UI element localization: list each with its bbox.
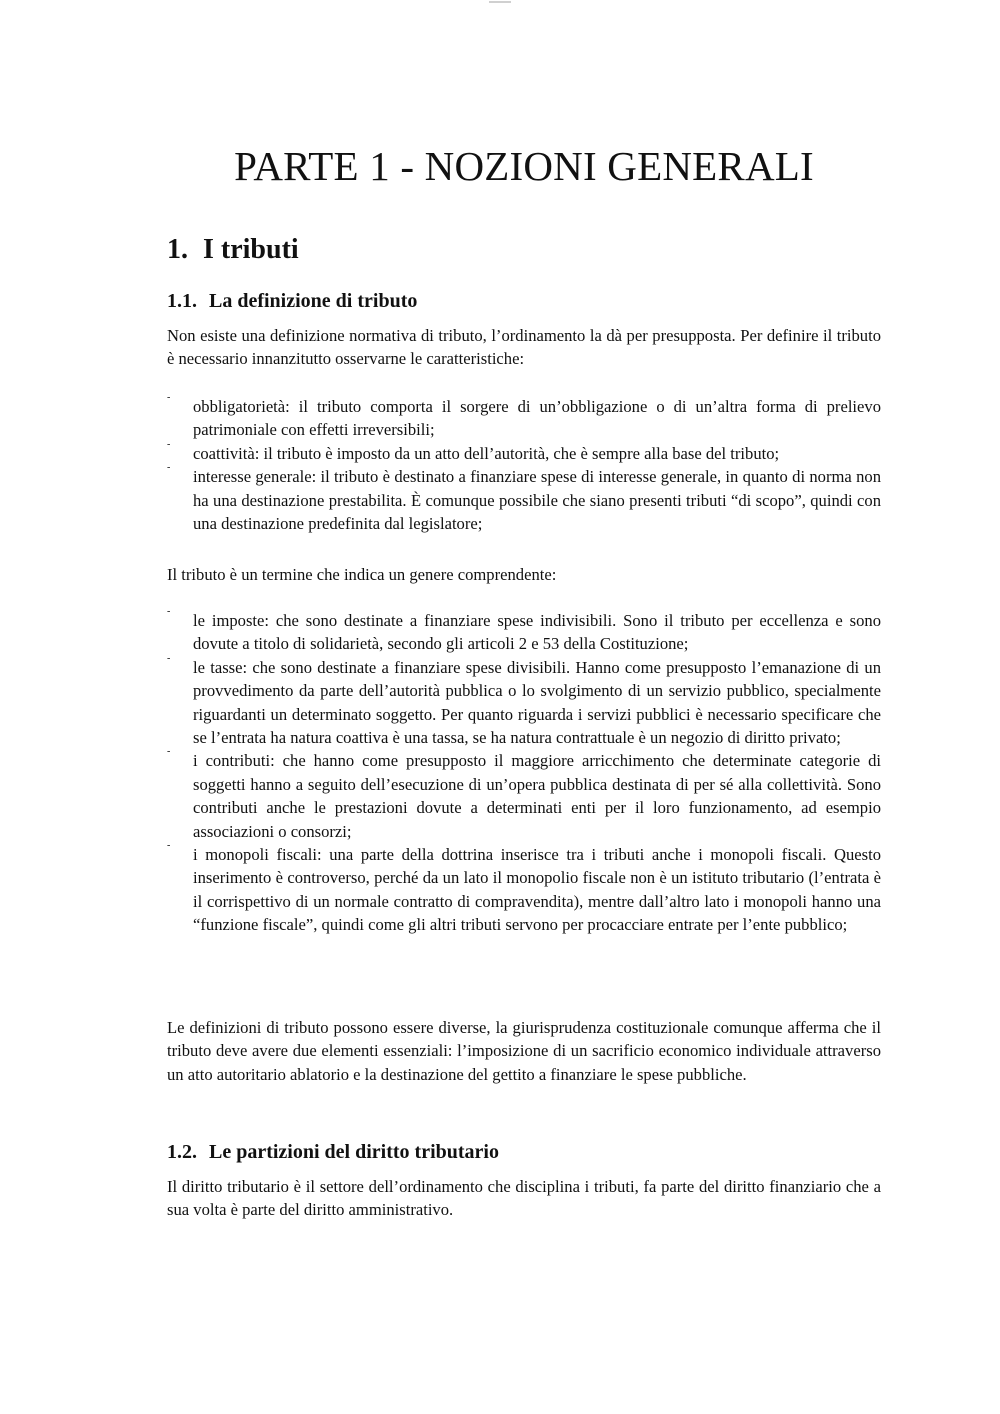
closing-paragraph: Le definizioni di tributo possono essere diverse, la giurisprudenza costituzionale comunque afferma che il tributo deve avere due elementi essenziali: l’imposizione di un sacrificio economico individuale attraverso un atto autoritario ablatorio e la destinazione del gettito a finanziare le spese pubbliche. <box>167 1018 881 1084</box>
kinds-list <box>167 606 881 937</box>
list-item: - le imposte: che sono destinate a finanziare spese indivisibili. Sono il tributo per eccellenza e sono dovute a titolo di solidarietà, secondo gli articoli 2 e 53 della Costituzione; <box>167 606 881 654</box>
bullet-icon: - <box>167 462 171 474</box>
list-item: - obbligatorietà: il tributo comporta il sorgere di un’obbligazione o di un’altra forma di prelievo patrimoniale con effetti irreversibili; <box>167 392 881 440</box>
bullet-icon: - <box>167 392 171 403</box>
list-item: - i monopoli fiscali: una parte della dottrina inserisce tra i tributi anche i monopoli fiscali. Questo inserimento è controverso, perché da un lato il monopolio fiscale non è un istituto tributario (l’entrata è il corrispettivo di un normale contratto di compravendita), mentre dall’altro lato i monopoli hanno una “funzione fiscale”, quindi come gli altri tributi servono per procacciare entrate per l’ente pubblico; <box>167 840 881 935</box>
list-item: - interesse generale: il tributo è destinato a finanziare spese di interesse generale, in quanto di norma non ha una destinazione prestabilita. È comunque possibile che siano presenti tributi “di scopo”, quindi con una destinazione predefinita dal legislatore; <box>167 462 881 534</box>
list-item: - i contributi: che hanno come presupposto il maggiore arricchimento che determinate categorie di soggetti hanno a seguito dell’esecuzione di un’opera pubblica destinata di per sé alla collettività. Sono contributi anche le prestazioni dovute a determinati enti per il loro funzionamento, ad esempio associazioni o consorzi; <box>167 746 881 841</box>
chapter-heading <box>167 232 299 268</box>
bullet-icon: - <box>167 438 171 450</box>
bullet-icon: - <box>167 746 171 758</box>
section-title: Le partizioni del diritto tributario <box>209 1141 499 1163</box>
section-heading-1-1 <box>167 288 417 314</box>
section-number: 1.2. <box>167 1141 197 1163</box>
section-number: 1.1. <box>167 290 197 312</box>
intro-paragraph: Non esiste una definizione normativa di tributo, l’ordinamento la dà per presupposta. Per definire il tributo è necessario innanzitutto osservarne le caratteristiche: <box>167 326 881 369</box>
list-item: - coattività: il tributo è imposto da un atto dell’autorità, che è sempre alla base del tributo; <box>167 438 780 463</box>
genus-paragraph: Il tributo è un termine che indica un genere comprendente: <box>167 565 557 584</box>
section-title: La definizione di tributo <box>209 290 418 312</box>
chapter-title: I tributi <box>203 234 299 265</box>
bullet-icon: - <box>167 652 171 664</box>
list-item: - le tasse: che sono destinate a finanziare spese divisibili. Hanno come presupposto l’emanazione di un provvedimento da parte dell’autorità pubblica o lo svolgimento di un servizio pubblico, specialmente riguardanti un determinato soggetto. Per quanto riguarda i servizi pubblici è necessario specificare che se l’entrata ha natura coattiva è una tassa, se ha natura contrattuale è un negozio di diritto privato; <box>167 652 881 748</box>
bullet-icon: - <box>167 840 171 852</box>
section-2-paragraph: Il diritto tributario è il settore dell’ordinamento che disciplina i tributi, fa parte del diritto finanziario che a sua volta è parte del diritto amministrativo. <box>167 1177 881 1220</box>
section-heading-1-2 <box>167 1139 499 1165</box>
chapter-number: 1. <box>167 234 188 265</box>
header-mark <box>489 1 511 3</box>
part-title: PARTE 1 - NOZIONI GENERALI <box>234 143 814 189</box>
characteristics-list <box>167 392 881 535</box>
bullet-icon: - <box>167 606 171 617</box>
